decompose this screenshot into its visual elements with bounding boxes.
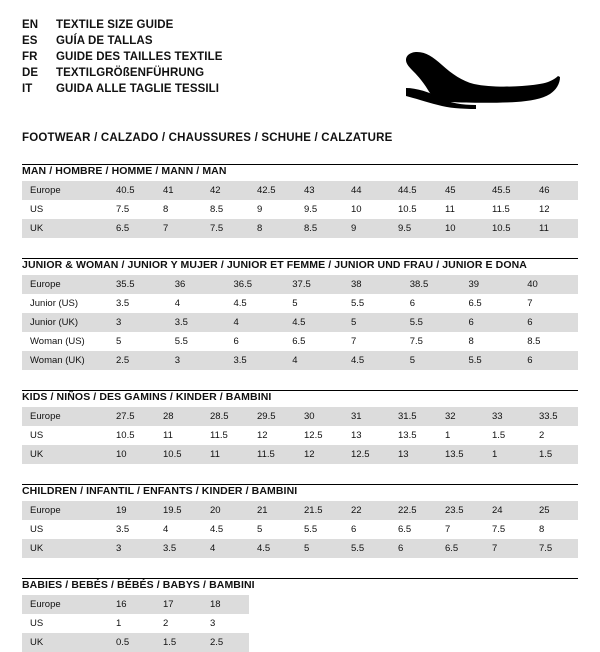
cell: 6.5: [390, 520, 437, 539]
section-title: KIDS / NIÑOS / DES GAMINS / KINDER / BAMBINI: [22, 391, 272, 403]
size-table-junior-woman: [22, 275, 578, 370]
cell: 6: [343, 520, 390, 539]
cell: 41: [155, 181, 202, 200]
cell: 11: [202, 445, 249, 464]
language-row: [22, 66, 223, 80]
row-label: US: [22, 426, 108, 445]
table-row: [22, 633, 578, 652]
cell: 1: [437, 426, 484, 445]
cell: 8: [249, 219, 296, 238]
table-row: [22, 595, 578, 614]
category-heading: FOOTWEAR / CALZADO / CHAUSSURES / SCHUHE / CALZATURE: [22, 132, 393, 144]
cell: 43: [296, 181, 343, 200]
size-table-babies: [22, 595, 578, 652]
cell: 32: [437, 407, 484, 426]
cell: 38.5: [402, 275, 461, 294]
cell-empty: [484, 595, 531, 614]
cell: 3.5: [167, 313, 226, 332]
cell: 20: [202, 501, 249, 520]
section-babies: [22, 578, 578, 652]
cell: 5.5: [343, 294, 402, 313]
section-kids: [22, 390, 578, 464]
size-table-kids: [22, 407, 578, 464]
cell: 31.5: [390, 407, 437, 426]
cell: 12: [296, 445, 343, 464]
cell: 39: [461, 275, 520, 294]
cell: 28.5: [202, 407, 249, 426]
language-code: DE: [22, 67, 39, 79]
cell: 2: [155, 614, 202, 633]
cell: 3.5: [226, 351, 285, 370]
cell: 40: [519, 275, 578, 294]
row-label: UK: [22, 219, 108, 238]
cell: 10.5: [390, 200, 437, 219]
cell: 4: [284, 351, 343, 370]
cell: 3: [202, 614, 249, 633]
row-label: Woman (US): [22, 332, 108, 351]
cell: 10: [108, 445, 155, 464]
cell: 10: [343, 200, 390, 219]
cell: 36.5: [226, 275, 285, 294]
cell: 7: [343, 332, 402, 351]
cell: 44: [343, 181, 390, 200]
cell: 10.5: [484, 219, 531, 238]
cell: 7.5: [484, 520, 531, 539]
cell: 42: [202, 181, 249, 200]
size-table-children: [22, 501, 578, 558]
table-row: [22, 275, 578, 294]
cell: 4.5: [202, 520, 249, 539]
cell: 16: [108, 595, 155, 614]
cell: 12.5: [296, 426, 343, 445]
cell: 46: [531, 181, 578, 200]
table-row: [22, 332, 578, 351]
row-label: US: [22, 520, 108, 539]
section-title: BABIES / BEBÉS / BÉBÉS / BABYS / BAMBINI: [22, 579, 255, 591]
row-label: Woman (UK): [22, 351, 108, 370]
cell: 6: [390, 539, 437, 558]
cell: 5.5: [402, 313, 461, 332]
cell: 6: [519, 351, 578, 370]
cell: 5.5: [461, 351, 520, 370]
cell: 9.5: [390, 219, 437, 238]
section-man: [22, 164, 578, 238]
cell-empty: [531, 633, 578, 652]
cell: 28: [155, 407, 202, 426]
cell: 3: [167, 351, 226, 370]
cell: 30: [296, 407, 343, 426]
language-title: GUÍA DE TALLAS: [56, 35, 153, 47]
section-title: CHILDREN / INFANTIL / ENFANTS / KINDER / BAMBINI: [22, 485, 298, 497]
row-label: UK: [22, 539, 108, 558]
cell: 45.5: [484, 181, 531, 200]
language-code: FR: [22, 51, 38, 63]
page-header: [22, 18, 578, 118]
cell: 10.5: [155, 445, 202, 464]
cell: 5: [108, 332, 167, 351]
cell: 11: [531, 219, 578, 238]
cell: 8.5: [296, 219, 343, 238]
cell: 11: [437, 200, 484, 219]
cell-empty: [437, 633, 484, 652]
cell: 6.5: [437, 539, 484, 558]
cell: 6.5: [461, 294, 520, 313]
cell: 7.5: [108, 200, 155, 219]
cell: 4: [155, 520, 202, 539]
cell: 7: [155, 219, 202, 238]
cell: 9.5: [296, 200, 343, 219]
language-row: [22, 82, 223, 96]
language-title-list: [22, 18, 223, 96]
table-row: [22, 426, 578, 445]
cell-empty: [390, 595, 437, 614]
table-row: [22, 294, 578, 313]
cell: 1.5: [531, 445, 578, 464]
cell: 4: [202, 539, 249, 558]
cell: 13.5: [437, 445, 484, 464]
cell: 8: [155, 200, 202, 219]
cell: 7: [519, 294, 578, 313]
table-row: [22, 539, 578, 558]
cell-empty: [343, 633, 390, 652]
row-label: Europe: [22, 181, 108, 200]
language-title: TEXTILE SIZE GUIDE: [56, 19, 174, 31]
row-label: Junior (US): [22, 294, 108, 313]
cell: 8: [461, 332, 520, 351]
cell: 40.5: [108, 181, 155, 200]
cell-empty: [343, 614, 390, 633]
cell-empty: [249, 633, 296, 652]
cell: 22: [343, 501, 390, 520]
table-row: [22, 351, 578, 370]
cell: 4.5: [343, 351, 402, 370]
cell: 29.5: [249, 407, 296, 426]
cell: 8.5: [202, 200, 249, 219]
language-row: [22, 50, 223, 64]
cell: 4.5: [249, 539, 296, 558]
language-title: GUIDE DES TAILLES TEXTILE: [56, 51, 223, 63]
cell: 4.5: [226, 294, 285, 313]
row-label: US: [22, 614, 108, 633]
size-table-man: [22, 181, 578, 238]
table-row: [22, 501, 578, 520]
cell: 8.5: [519, 332, 578, 351]
cell: 5: [402, 351, 461, 370]
table-row: [22, 181, 578, 200]
cell: 3: [108, 313, 167, 332]
cell: 3.5: [108, 520, 155, 539]
table-row: [22, 445, 578, 464]
cell: 1: [484, 445, 531, 464]
row-label: UK: [22, 445, 108, 464]
cell: 1: [108, 614, 155, 633]
cell: 45: [437, 181, 484, 200]
cell: 21.5: [296, 501, 343, 520]
cell: 5.5: [167, 332, 226, 351]
cell: 11.5: [202, 426, 249, 445]
cell-empty: [531, 595, 578, 614]
cell: 3.5: [155, 539, 202, 558]
cell: 13: [343, 426, 390, 445]
cell: 9: [249, 200, 296, 219]
cell: 22.5: [390, 501, 437, 520]
row-label: Europe: [22, 275, 108, 294]
cell: 2: [531, 426, 578, 445]
table-row: [22, 200, 578, 219]
cell: 10: [437, 219, 484, 238]
cell: 2.5: [202, 633, 249, 652]
cell: 12: [531, 200, 578, 219]
cell: 17: [155, 595, 202, 614]
section-title: JUNIOR & WOMAN / JUNIOR Y MUJER / JUNIOR ET FEMME / JUNIOR UND FRAU / JUNIOR E DONA: [22, 259, 527, 271]
cell: 0.5: [108, 633, 155, 652]
row-label: US: [22, 200, 108, 219]
cell: 4: [226, 313, 285, 332]
cell: 18: [202, 595, 249, 614]
row-label: UK: [22, 633, 108, 652]
language-row: [22, 18, 223, 32]
language-title: GUIDA ALLE TAGLIE TESSILI: [56, 83, 220, 95]
cell-empty: [437, 595, 484, 614]
cell: 36: [167, 275, 226, 294]
cell: 7.5: [402, 332, 461, 351]
cell: 11.5: [484, 200, 531, 219]
cell: 19.5: [155, 501, 202, 520]
row-label: Europe: [22, 595, 108, 614]
cell-empty: [343, 595, 390, 614]
cell: 5.5: [343, 539, 390, 558]
cell: 7: [484, 539, 531, 558]
cell: 42.5: [249, 181, 296, 200]
cell: 5: [296, 539, 343, 558]
section-children: [22, 484, 578, 558]
cell: 6: [226, 332, 285, 351]
cell: 37.5: [284, 275, 343, 294]
cell: 13: [390, 445, 437, 464]
cell: 5: [249, 520, 296, 539]
cell: 7.5: [531, 539, 578, 558]
cell-empty: [484, 614, 531, 633]
cell: 11.5: [249, 445, 296, 464]
section-junior-woman: [22, 258, 578, 370]
cell: 25: [531, 501, 578, 520]
cell-empty: [249, 595, 296, 614]
language-title: TEXTILGRÖßENFÜHRUNG: [56, 67, 205, 79]
cell: 33.5: [531, 407, 578, 426]
table-row: [22, 313, 578, 332]
cell: 9: [343, 219, 390, 238]
cell-empty: [249, 614, 296, 633]
cell: 35.5: [108, 275, 167, 294]
cell-empty: [484, 633, 531, 652]
cell: 44.5: [390, 181, 437, 200]
row-label: Europe: [22, 501, 108, 520]
cell: 33: [484, 407, 531, 426]
cell: 6: [519, 313, 578, 332]
cell: 4.5: [284, 313, 343, 332]
cell-empty: [296, 633, 343, 652]
cell: 3: [108, 539, 155, 558]
cell-empty: [296, 614, 343, 633]
cell-empty: [531, 614, 578, 633]
cell: 5.5: [296, 520, 343, 539]
language-code: IT: [22, 83, 33, 95]
language-code: ES: [22, 35, 38, 47]
cell: 6.5: [108, 219, 155, 238]
cell: 12.5: [343, 445, 390, 464]
cell: 23.5: [437, 501, 484, 520]
cell-empty: [296, 595, 343, 614]
table-row: [22, 407, 578, 426]
language-row: [22, 34, 223, 48]
dress-shoe-icon: [370, 32, 570, 118]
cell: 6: [402, 294, 461, 313]
cell: 7.5: [202, 219, 249, 238]
cell: 1.5: [484, 426, 531, 445]
cell-empty: [390, 614, 437, 633]
section-title: MAN / HOMBRE / HOMME / MANN / MAN: [22, 165, 227, 177]
cell: 5: [284, 294, 343, 313]
table-row: [22, 219, 578, 238]
cell: 7: [437, 520, 484, 539]
cell: 3.5: [108, 294, 167, 313]
cell: 6.5: [284, 332, 343, 351]
row-label: Europe: [22, 407, 108, 426]
table-row: [22, 520, 578, 539]
cell: 1.5: [155, 633, 202, 652]
table-row: [22, 614, 578, 633]
cell-empty: [390, 633, 437, 652]
cell: 6: [461, 313, 520, 332]
cell: 21: [249, 501, 296, 520]
cell: 10.5: [108, 426, 155, 445]
row-label: Junior (UK): [22, 313, 108, 332]
cell: 5: [343, 313, 402, 332]
language-code: EN: [22, 19, 39, 31]
cell: 31: [343, 407, 390, 426]
cell: 13.5: [390, 426, 437, 445]
cell: 24: [484, 501, 531, 520]
cell: 12: [249, 426, 296, 445]
cell: 2.5: [108, 351, 167, 370]
cell: 27.5: [108, 407, 155, 426]
cell-empty: [437, 614, 484, 633]
cell: 8: [531, 520, 578, 539]
cell: 11: [155, 426, 202, 445]
cell: 19: [108, 501, 155, 520]
cell: 4: [167, 294, 226, 313]
cell: 38: [343, 275, 402, 294]
